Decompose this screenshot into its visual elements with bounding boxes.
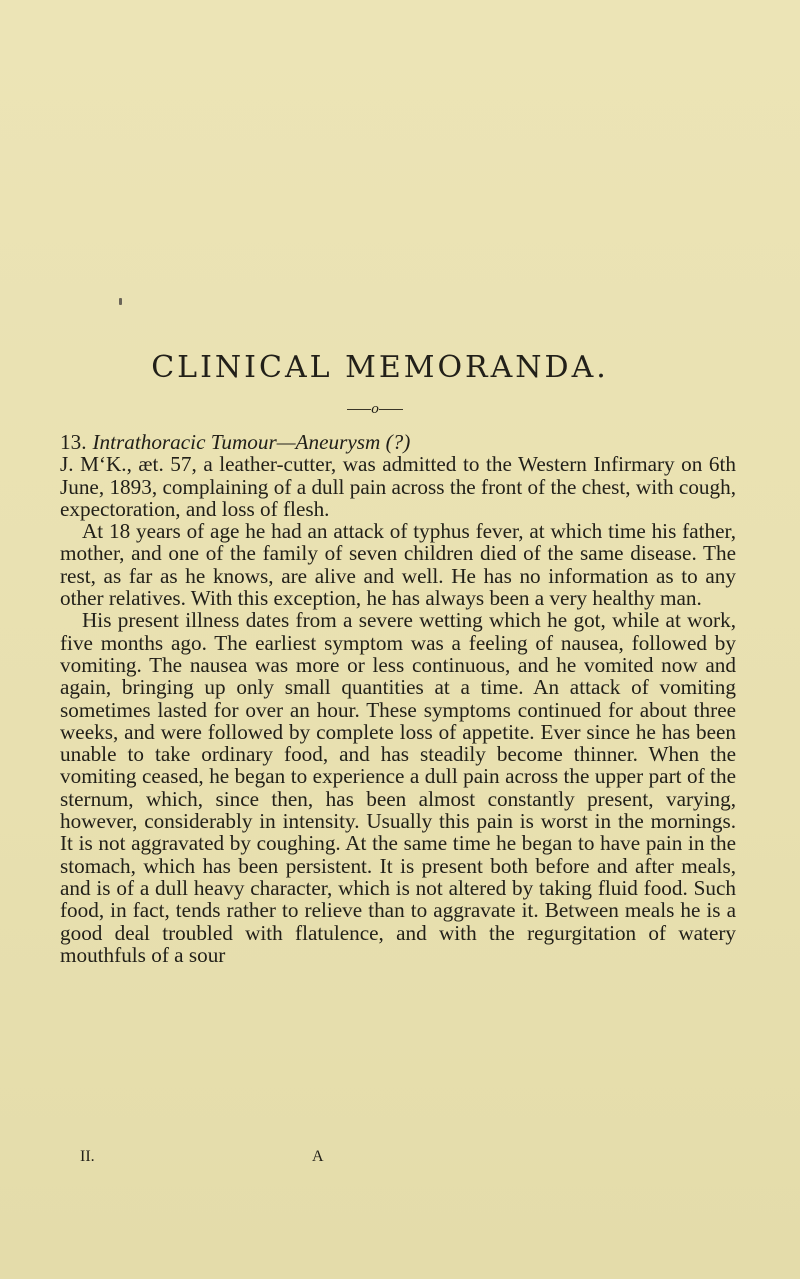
article-number: 13.	[60, 430, 87, 454]
article-title-line	[60, 431, 736, 453]
paragraph-3: His present illness dates from a severe wetting which he got, while at work, five months ago. The earliest symptom was a feeling of nausea, followed by vomiting. The nausea was more or less continuous, and he vomited now and again, bringing up only small quantities at a time. An attack of vomiting sometimes lasted for over an hour. These symptoms continued for about three weeks, and were followed by complete loss of appetite. Ever since he has been unable to take ordinary food, and has steadily become thinner. When the vomiting ceased, he began to experience a dull pain across the upper part of the sternum, which, since then, has been almost constantly present, varying, however, considerably in intensity. Usually this pain is worst in the mornings. It is not aggravated by coughing. At the same time he began to have pain in the stomach, which has been persistent. It is present both before and after meals, and is of a dull heavy character, which is not altered by taking fluid food. Such food, in fact, tends rather to relieve than to aggravate it. Between meals he is a good deal troubled with flatulence, and with the regurgitation of watery mouthfuls of a sour	[60, 608, 736, 967]
paragraph-2: At 18 years of age he had an attack of typhus fever, at which time his father, mother, and one of the family of seven children died of the same disease. The rest, as far as he knows, are alive and well. He has no information as to any other relatives. With this exception, he has always been a very healthy man.	[60, 519, 736, 611]
ornament-divider	[0, 402, 800, 417]
article-body	[60, 431, 736, 966]
divider-rule-right	[379, 409, 403, 410]
gathering-mark: A	[312, 1148, 324, 1165]
divider-rule-left	[347, 409, 371, 410]
section-heading: CLINICAL MEMORANDA.	[151, 350, 609, 385]
paragraph-1: J. M‘K., æt. 57, a leather-cutter, was admitted to the Western Infirmary on 6th June, 1893, complaining of a dull pain across the front of the chest, with cough, expectoration, and loss of flesh.	[60, 452, 736, 521]
divider-glyph: o	[371, 402, 379, 417]
ink-speck	[119, 298, 122, 305]
article-title: Intrathoracic Tumour—Aneurysm (?)	[92, 430, 411, 454]
signature-mark: II.	[80, 1148, 95, 1165]
